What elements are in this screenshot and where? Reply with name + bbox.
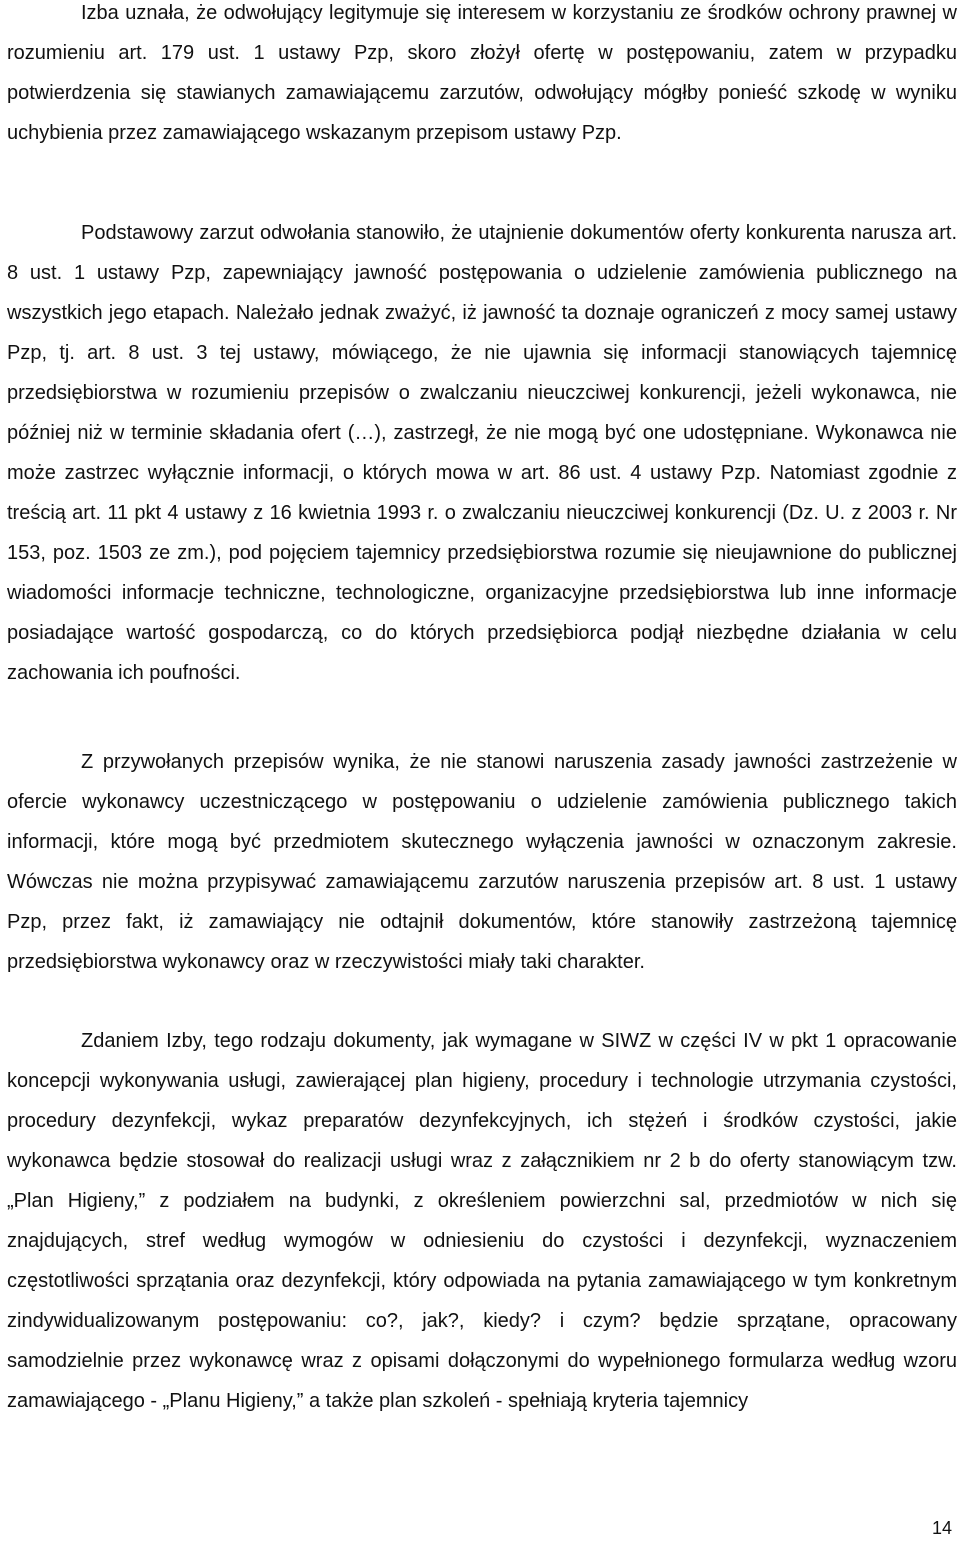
document-body — [7, 0, 957, 153]
document-body-3 — [7, 742, 957, 982]
document-body-4 — [7, 1021, 957, 1421]
paragraph-main-charge: Podstawowy zarzut odwołania stanowiło, że utajnienie dokumentów oferty konkurenta narusza art. 8 ust. 1 ustawy Pzp, zapewniający jawność postępowania o udzielenie zamówienia publicznego na wszystkich jego etapach. Należało jednak zważyć, iż jawność ta doznaje ograniczeń z mocy samej ustawy Pzp, tj. art. 8 ust. 3 tej ustawy, mówiącego, że nie ujawnia się informacji stanowiących tajemnicę przedsiębiorstwa w rozumieniu przepisów o zwalczaniu nieuczciwej konkurencji, jeżeli wykonawca, nie później niż w terminie składania ofert (…), zastrzegł, że nie mogą być one udostępniane. Wykonawca nie może zastrzec wyłącznie informacji, o których mowa w art. 86 ust. 4 ustawy Pzp. Natomiast zgodnie z treścią art. 11 pkt 4 ustawy z 16 kwietnia 1993 r. o zwalczaniu nieuczciwej konkurencji (Dz. U. z 2003 r. Nr 153, poz. 1503 ze zm.), pod pojęciem tajemnicy przedsiębiorstwa rozumie się nieujawnione do publicznej wiadomości informacje techniczne, technologiczne, organizacyjne przedsiębiorstwa lub inne informacje posiadające wartość gospodarczą, co do których przedsiębiorca podjął niezbędne działania w celu zachowania ich poufności. — [7, 222, 957, 684]
page-number: 14 — [931, 1518, 952, 1538]
document-body-2 — [7, 213, 957, 693]
paragraph-conclusion: Z przywołanych przepisów wynika, że nie stanowi naruszenia zasady jawności zastrzeżenie w ofercie wykonawcy uczestniczącego w postępowaniu o udzielenie zamówienia publicznego takich informacji, które mogą być przedmiotem skutecznego wyłączenia jawności w oznaczonym zakresie. Wówczas nie można przypisywać zamawiającemu zarzutów naruszenia przepisów art. 8 ust. 1 ustawy Pzp, przez fakt, iż zamawiający nie odtajnił dokumentów, które stanowiły zastrzeżoną tajemnicę przedsiębiorstwa wykonawcy oraz w rzeczywistości miały taki charakter. — [7, 751, 957, 973]
paragraph-standing: Izba uznała, że odwołujący legitymuje się interesem w korzystaniu ze środków ochrony prawnej w rozumieniu art. 179 ust. 1 ustawy Pzp, skoro złożył ofertę w postępowaniu, zatem w przypadku potwierdzenia się stawianych zamawiającemu zarzutów, odwołujący mógłby ponieść szkodę w wyniku uchybienia przez zamawiającego wskazanym przepisom ustawy Pzp. — [7, 2, 957, 144]
paragraph-opinion: Zdaniem Izby, tego rodzaju dokumenty, jak wymagane w SIWZ w części IV w pkt 1 opracowanie koncepcji wykonywania usługi, zawierającej plan higieny, procedury i technologie utrzymania czystości, procedury dezynfekcji, wykaz preparatów dezynfekcyjnych, ich stężeń i środków czystości, jakie wykonawca będzie stosował do realizacji usługi wraz z załącznikiem nr 2 b do oferty stanowiącym tzw. „Plan Higieny,” z podziałem na budynki, z określeniem powierzchni sal, przedmiotów w nich się znajdujących, stref według wymogów w odniesieniu do czystości i dezynfekcji, wyznaczeniem częstotliwości sprzątania oraz dezynfekcji, który odpowiada na pytania zamawiającego w tym konkretnym zindywidualizowanym postępowaniu: co?, jak?, kiedy? i czym? będzie sprzątane, opracowany samodzielnie przez wykonawcę wraz z opisami dołączonymi do wypełnionego formularza według wzoru zamawiającego - „Planu Higieny,” a także plan szkoleń - spełniają kryteria tajemnicy — [7, 1030, 957, 1412]
